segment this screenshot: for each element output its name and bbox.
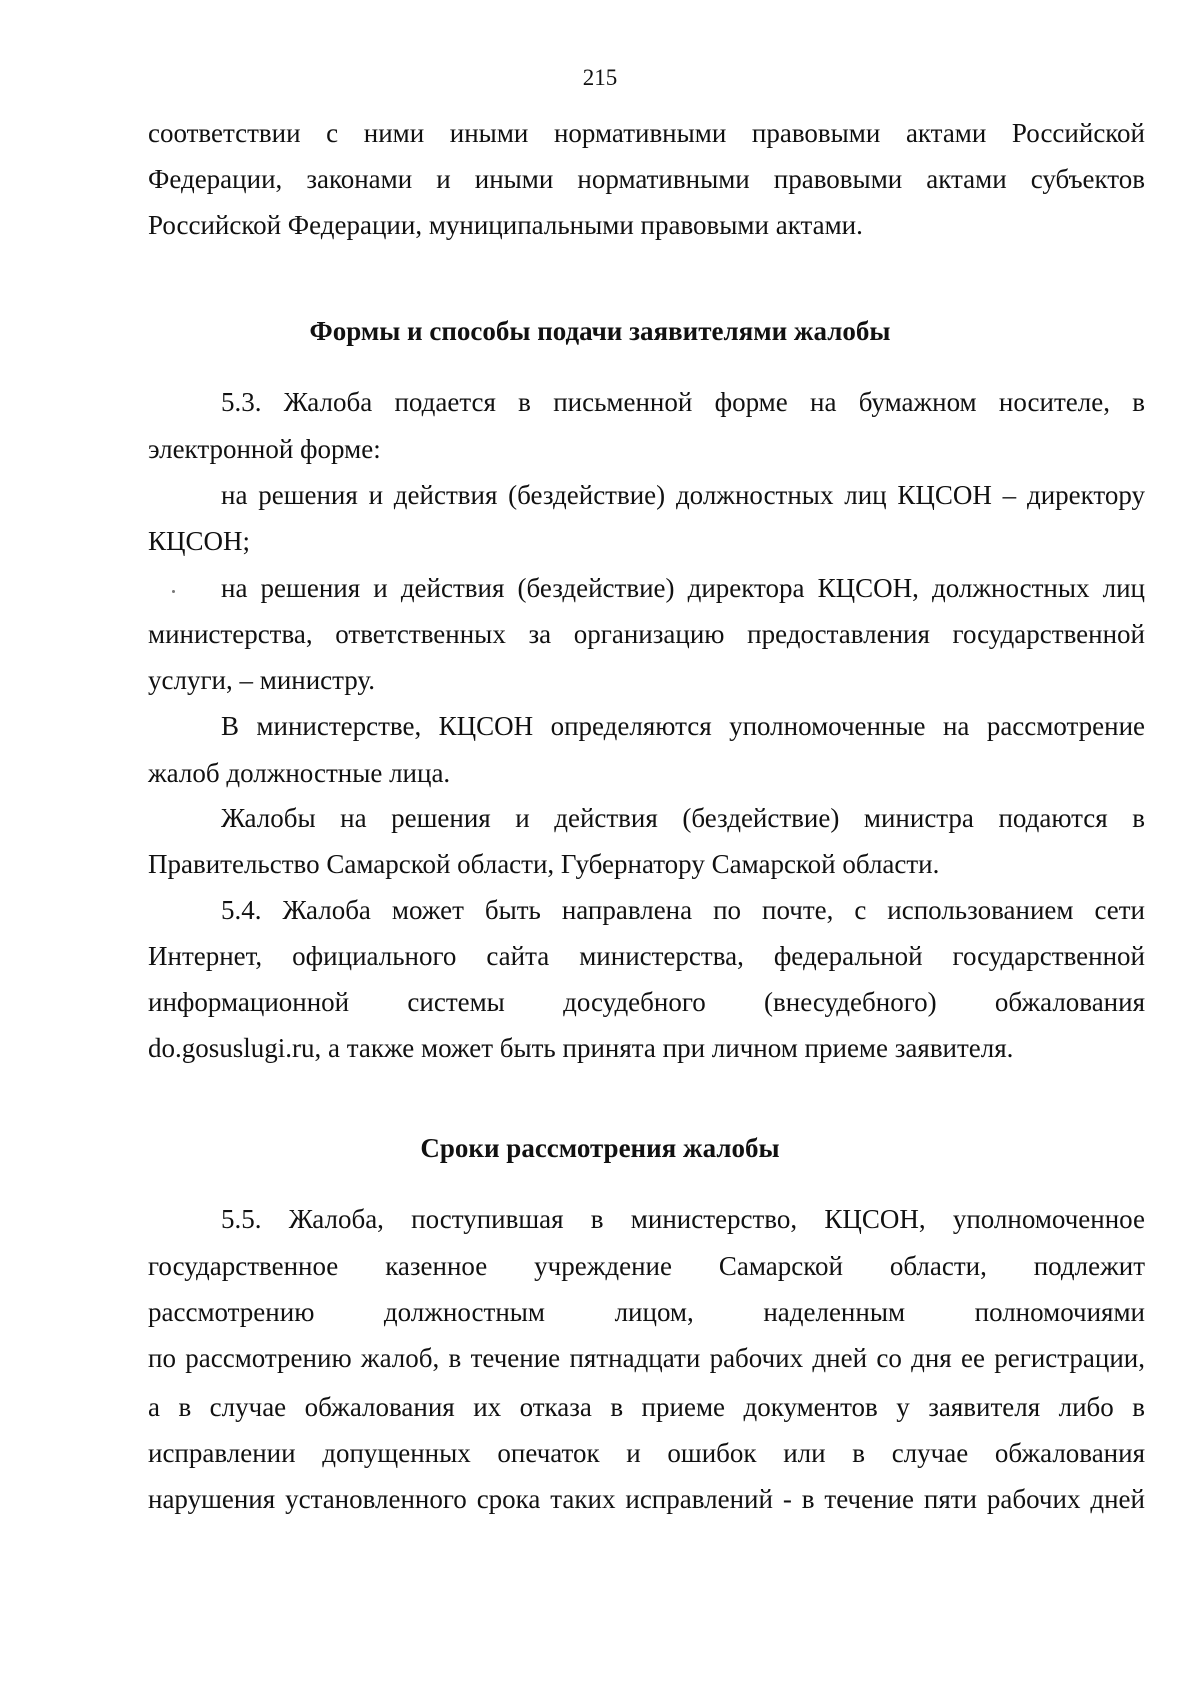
text-line: рассмотрению должностным лицом, наделенным полномочиями [148, 1297, 1145, 1327]
text-line: Интернет, официального сайта министерства, федеральной государственной [148, 941, 1145, 971]
text-line: 5.3. Жалоба подается в письменной форме на бумажном носителе, в [221, 387, 1145, 417]
text-line: do.gosuslugi.ru, а также может быть принята при личном приеме заявителя. [148, 1033, 1014, 1063]
text-line: электронной форме: [148, 434, 381, 464]
text-line: на решения и действия (бездействие) должностных лиц КЦСОН – директору [221, 480, 1145, 510]
text-line: Правительство Самарской области, Губернатору Самарской области. [148, 849, 940, 879]
text-line: а в случае обжалования их отказа в приеме документов у заявителя либо в [148, 1392, 1145, 1422]
text-line: КЦСОН; [148, 526, 251, 556]
page-number: 215 [582, 65, 618, 90]
text-line: информационной системы досудебного (внесудебного) обжалования [148, 987, 1145, 1017]
text-line: министерства, ответственных за организацию предоставления государственной [148, 619, 1145, 649]
text-line: 5.4. Жалоба может быть направлена по почте, с использованием сети [221, 895, 1145, 925]
text-line: исправлении допущенных опечаток и ошибок или в случае обжалования [148, 1438, 1145, 1468]
section-heading: Формы и способы подачи заявителями жалобы [309, 316, 891, 346]
scan-speck [172, 590, 175, 593]
text-line: по рассмотрению жалоб, в течение пятнадцати рабочих дней со дня ее регистрации, [148, 1343, 1145, 1373]
text-line: В министерстве, КЦСОН определяются уполномоченные на рассмотрение [221, 711, 1145, 741]
text-line: услуги, – министру. [148, 665, 375, 695]
text-line: соответствии с ними иными нормативными правовыми актами Российской [148, 118, 1145, 148]
text-line: на решения и действия (бездействие) директора КЦСОН, должностных лиц [221, 573, 1145, 603]
text-line: Федерации, законами и иными нормативными правовыми актами субъектов [148, 164, 1145, 194]
text-line: государственное казенное учреждение Самарской области, подлежит [148, 1251, 1145, 1281]
text-line: Жалобы на решения и действия (бездействие) министра подаются в [221, 803, 1145, 833]
text-line: нарушения установленного срока таких исправлений - в течение пяти рабочих дней [148, 1484, 1145, 1514]
section-heading: Сроки рассмотрения жалобы [420, 1133, 780, 1163]
text-line: 5.5. Жалоба, поступившая в министерство, КЦСОН, уполномоченное [221, 1204, 1145, 1234]
text-line: Российской Федерации, муниципальными правовыми актами. [148, 210, 863, 240]
text-line: жалоб должностные лица. [148, 758, 451, 788]
